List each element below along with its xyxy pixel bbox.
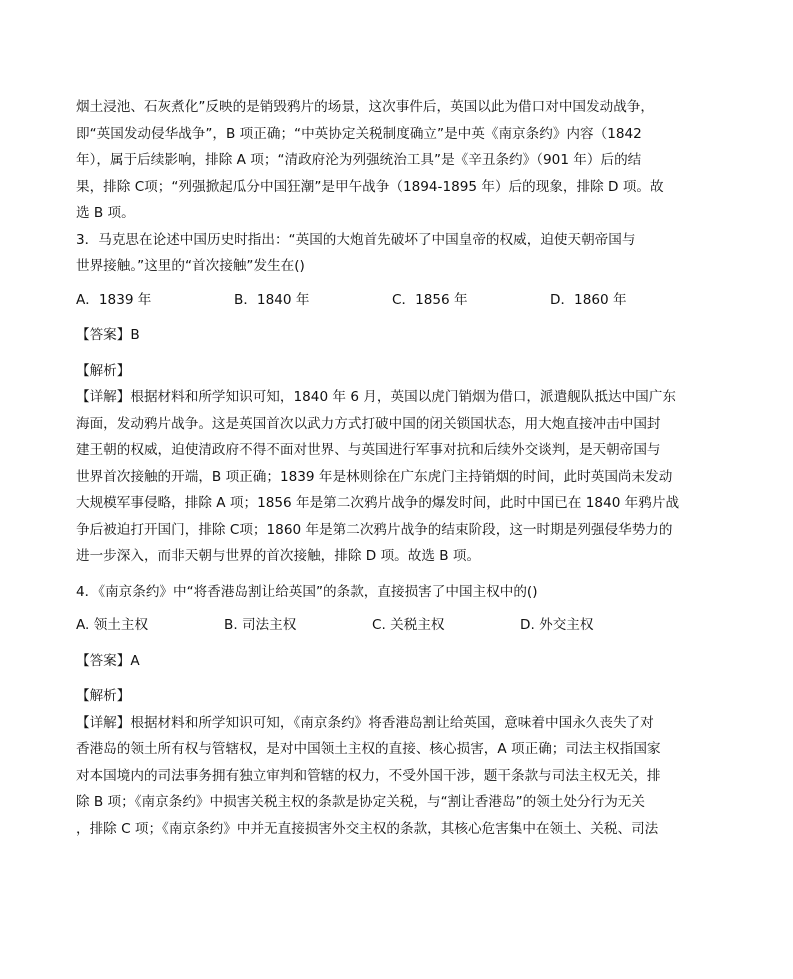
analysis-line: 进一步深入，而非天朝与世界的首次接触，排除 D 项。故选 B 项。 bbox=[76, 548, 481, 564]
option-c: C. 关税主权 bbox=[372, 617, 445, 633]
text-line: 果，排除 C项；“列强掀起瓜分中国狂潮”是甲午战争（1894-1895 年）后的现象，排除 D 项。故 bbox=[76, 178, 664, 195]
question-stem-line: 4．《南京条约》中“将香港岛割让给英国”的条款，直接损害了中国主权中的() bbox=[76, 583, 538, 600]
text-line: 选 B 项。 bbox=[76, 205, 135, 221]
analysis-line: 除 B 项；《南京条约》中损害关税主权的条款是协定关税，与“割让香港岛”的领土处分行为无关 bbox=[76, 794, 645, 810]
question-stem-line: 世界接触。”这里的“首次接触”发生在() bbox=[76, 258, 305, 274]
analysis-line: 香港岛的领土所有权与管辖权，是对中国领土主权的直接、核心损害，A 项正确；司法主权指国家 bbox=[76, 741, 661, 757]
option-b: B. 司法主权 bbox=[224, 617, 297, 633]
analysis-line: 世界首次接触的开端，B 项正确；1839 年是林则徐在广东虎门主持销烟的时间，此时英国尚未发动 bbox=[76, 468, 673, 485]
text-line: 年），属于后续影响，排除 A 项；“清政府沦为列强统治工具”是《辛丑条约》（901 年）后的结 bbox=[76, 152, 642, 168]
previous-answer-explanation bbox=[76, 94, 696, 227]
analysis-line: 建王朝的权威，迫使清政府不得不面对世界、与英国进行军事对抗和后续外交谈判，是天朝帝国与 bbox=[76, 442, 661, 458]
analysis-line: 争后被迫打开国门，排除 C项；1860 年是第二次鸦片战争的结束阶段，这一时期是列强侵华势力的 bbox=[76, 521, 673, 538]
analysis-title: 【解析】 bbox=[76, 362, 131, 379]
analysis-line: ，排除 C 项；《南京条约》中并无直接损害外交主权的条款，其核心危害集中在领土、关税、司法 bbox=[76, 820, 659, 837]
question-options bbox=[76, 287, 696, 314]
analysis-line: 【详解】根据材料和所学知识可知，1840 年 6 月，英国以虎门销烟为借口，派遣舰队抵达中国广东 bbox=[76, 389, 676, 405]
option-a: A．1839 年 bbox=[76, 291, 152, 308]
answer-label: 【答案】A bbox=[76, 652, 140, 669]
option-d: D. 外交主权 bbox=[520, 617, 594, 633]
answer-label: 【答案】B bbox=[76, 327, 140, 343]
analysis-title: 【解析】 bbox=[76, 688, 131, 704]
analysis-line: 对本国境内的司法事务拥有独立审判和管辖的权力，不受外国干涉，题干条款与司法主权无关，排 bbox=[76, 767, 661, 784]
question-4 bbox=[76, 579, 696, 843]
text-line: 即“英国发动侵华战争”，B 项正确；“中英协定关税制度确立”是中英《南京条约》内容（1842 bbox=[76, 125, 642, 142]
option-b: B．1840 年 bbox=[234, 291, 310, 308]
question-stem-line: 3．马克思在论述中国历史时指出：“英国的大炮首先破坏了中国皇帝的权威，迫使天朝帝国与 bbox=[76, 231, 636, 248]
text-line: 烟土浸池、石灰煮化”反映的是销毁鸦片的场景，这次事件后，英国以此为借口对中国发动战争， bbox=[76, 99, 654, 115]
question-3 bbox=[76, 227, 696, 570]
option-d: D．1860 年 bbox=[550, 291, 627, 308]
question-options bbox=[76, 612, 696, 639]
option-a: A. 领土主权 bbox=[76, 617, 149, 633]
analysis-line: 【详解】根据材料和所学知识可知，《南京条约》将香港岛割让给英国，意味着中国永久丧失了对 bbox=[76, 714, 654, 731]
analysis-line: 海面，发动鸦片战争。这是英国首次以武力方式打破中国的闭关锁国状态，用大炮直接冲击中国封 bbox=[76, 415, 661, 432]
document-content bbox=[76, 94, 696, 842]
option-c: C．1856 年 bbox=[392, 291, 468, 308]
analysis-line: 大规模军事侵略，排除 A 项；1856 年是第二次鸦片战争的爆发时间，此时中国已在 1840 年鸦片战 bbox=[76, 495, 680, 511]
